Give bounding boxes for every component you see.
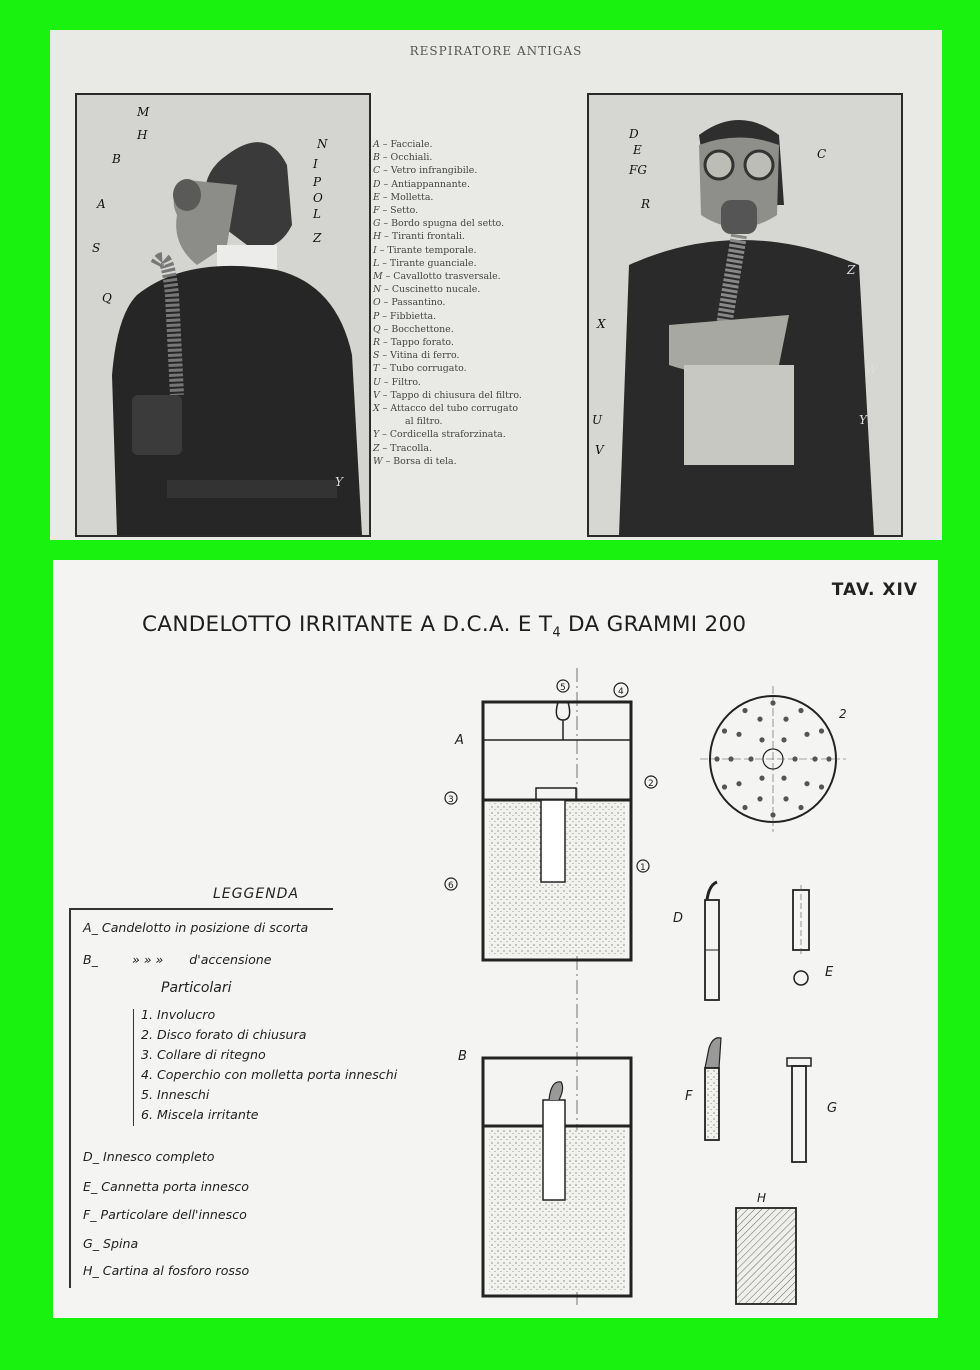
disc-hole: [804, 732, 809, 737]
page-title: RESPIRATORE ANTIGAS: [409, 44, 583, 58]
legend-b: B_ » » » d'accensione: [83, 952, 272, 967]
particolare-2: 2. Disco forato di chiusura: [141, 1027, 307, 1042]
disc-hole: [748, 756, 753, 761]
label-b: B: [458, 1049, 467, 1064]
label-x: X: [597, 317, 606, 331]
legend-item: B – Occhiali.: [373, 152, 433, 164]
plate-number: TAV. XIV: [831, 580, 918, 600]
label-fg: FG: [629, 163, 647, 177]
label-z: Z: [313, 231, 322, 245]
primer-detail-f: [705, 1038, 721, 1140]
label-e: E: [825, 965, 834, 980]
label-z: Z: [847, 263, 856, 277]
legend-item: Z – Tracolla.: [373, 442, 432, 454]
particolare-4: 4. Coperchio con molletta porta inneschi: [141, 1067, 398, 1082]
label-a: A: [97, 197, 106, 211]
part-4: 4: [618, 687, 624, 697]
part-5: 5: [560, 683, 566, 693]
label-h: H: [757, 1191, 767, 1205]
label-o: O: [313, 191, 323, 205]
label-v: V: [595, 443, 604, 457]
label-u: U: [592, 413, 603, 427]
legend-item: R – Tappo forato.: [373, 337, 454, 349]
part-1: 1: [640, 863, 646, 873]
canister-a: [445, 680, 657, 960]
disc-hole: [798, 708, 803, 713]
disc-hole: [770, 812, 775, 817]
legend-item: P – Fibbietta.: [373, 310, 437, 322]
particolare-5: 5. Inneschi: [141, 1087, 210, 1102]
legend-item: G – Bordo spugna del setto.: [373, 218, 505, 230]
disc-hole: [792, 756, 797, 761]
label-e: E: [633, 143, 642, 157]
label-y: Y: [335, 475, 343, 489]
legend-item: S – Vitina di ferro.: [373, 350, 460, 362]
legend-item: U – Filtro.: [373, 376, 421, 388]
disc-hole: [826, 756, 831, 761]
legend-item: V – Tappo di chiusura del filtro.: [373, 389, 522, 401]
legend-item: Q – Bocchettone.: [373, 323, 454, 335]
disc-hole: [757, 717, 762, 722]
legend-e: E_ Cannetta porta innesco: [83, 1179, 250, 1194]
disc-label-2: 2: [839, 707, 847, 721]
legend-item: I – Tirante temporale.: [373, 244, 477, 256]
legend-item: L – Tirante guanciale.: [373, 257, 477, 269]
plate-title: CANDELOTTO IRRITANTE A D.C.A. E $T_4$ DA GRAMMI 200: [142, 612, 747, 641]
pin-g: [787, 1058, 811, 1162]
disc-hole: [819, 728, 824, 733]
legend-item: H – Tiranti frontali.: [373, 231, 465, 243]
legend-item: F – Setto.: [373, 205, 419, 217]
disc-hole: [783, 717, 788, 722]
parts-legend: [373, 138, 522, 468]
particolare-6: 6. Miscela irritante: [141, 1107, 259, 1122]
legend-a: A_ Candelotto in posizione di scorta: [83, 920, 309, 935]
legend-item: T – Tubo corrugato.: [373, 363, 467, 375]
legend-item: M – Cavallotto trasversale.: [373, 271, 501, 283]
gas-mask-front-photo: [587, 93, 903, 537]
gas-mask-side-photo: [75, 93, 371, 537]
disc-hole: [770, 700, 775, 705]
particolare-3: 3. Collare di ritegno: [141, 1047, 266, 1062]
disc-hole: [736, 781, 741, 786]
part-3: 3: [448, 795, 454, 805]
legend-item: A – Facciale.: [373, 139, 433, 150]
disc-hole: [759, 776, 764, 781]
label-c: C: [817, 147, 827, 161]
disc-hole: [742, 805, 747, 810]
primer-d: [705, 882, 719, 1000]
canister-b: [483, 1058, 631, 1296]
label-n: N: [317, 137, 328, 151]
gas-mask-page: [50, 30, 942, 540]
legend-item: N – Cuscinetto nucale.: [373, 284, 481, 296]
canister-drawing: [53, 560, 938, 1318]
disc-hole: [783, 796, 788, 801]
label-g: G: [827, 1101, 838, 1116]
legend-item: X – Attacco del tubo corrugato: [373, 403, 519, 415]
legend-item: W – Borsa di tela.: [373, 455, 457, 467]
disc-hole: [728, 756, 733, 761]
label-p: P: [313, 175, 322, 189]
disc-hole: [812, 756, 817, 761]
legend-item: D – Antiappannante.: [373, 178, 470, 190]
label-y: Y: [859, 413, 867, 427]
label-m: M: [137, 105, 150, 119]
disc-hole: [722, 784, 727, 789]
label-a: A: [455, 733, 464, 748]
disc-hole: [759, 737, 764, 742]
irritant-canister-plate: [53, 560, 938, 1318]
label-d: D: [673, 911, 684, 926]
label-r: R: [641, 197, 651, 211]
perforated-disc: [700, 686, 846, 832]
disc-hole: [781, 737, 786, 742]
legend-f: F_ Particolare dell'innesco: [83, 1207, 247, 1222]
label-h: H: [137, 128, 148, 142]
legend-g: G_ Spina: [83, 1236, 139, 1251]
legend-h: H_ Cartina al fosforo rosso: [83, 1263, 250, 1278]
label-l: L: [313, 207, 321, 221]
label-w: W: [865, 363, 878, 377]
disc-hole: [781, 776, 786, 781]
legend-d: D_ Innesco completo: [83, 1149, 215, 1164]
label-d: D: [629, 127, 639, 141]
legend-item: C – Vetro infrangibile.: [373, 165, 478, 177]
particolare-1: 1. Involucro: [141, 1007, 216, 1022]
part-6: 6: [448, 881, 454, 891]
part-2: 2: [648, 779, 654, 789]
disc-hole: [722, 728, 727, 733]
disc-hole: [736, 732, 741, 737]
primer-tube-e: [793, 885, 809, 985]
label-s: S: [92, 241, 101, 255]
label-q: Q: [102, 291, 112, 305]
label-f: F: [685, 1089, 693, 1104]
phosphorus-paper-h: [736, 1208, 796, 1304]
disc-hole: [804, 781, 809, 786]
label-b: B: [112, 152, 121, 166]
legend-item: O – Passantino.: [373, 297, 446, 309]
disc-hole: [819, 784, 824, 789]
disc-hole: [757, 796, 762, 801]
front-view-figure: [589, 95, 901, 535]
particolari-heading: Particolari: [161, 980, 232, 996]
legend-heading: LEGGENDA: [213, 886, 300, 902]
legend-item: E – Molletta.: [373, 191, 434, 203]
disc-hole: [798, 805, 803, 810]
disc-hole: [742, 708, 747, 713]
label-i: I: [313, 157, 318, 171]
disc-hole: [714, 756, 719, 761]
legend-item: al filtro.: [405, 416, 443, 428]
legend-item: Y – Cordicella straforzinata.: [373, 429, 506, 441]
